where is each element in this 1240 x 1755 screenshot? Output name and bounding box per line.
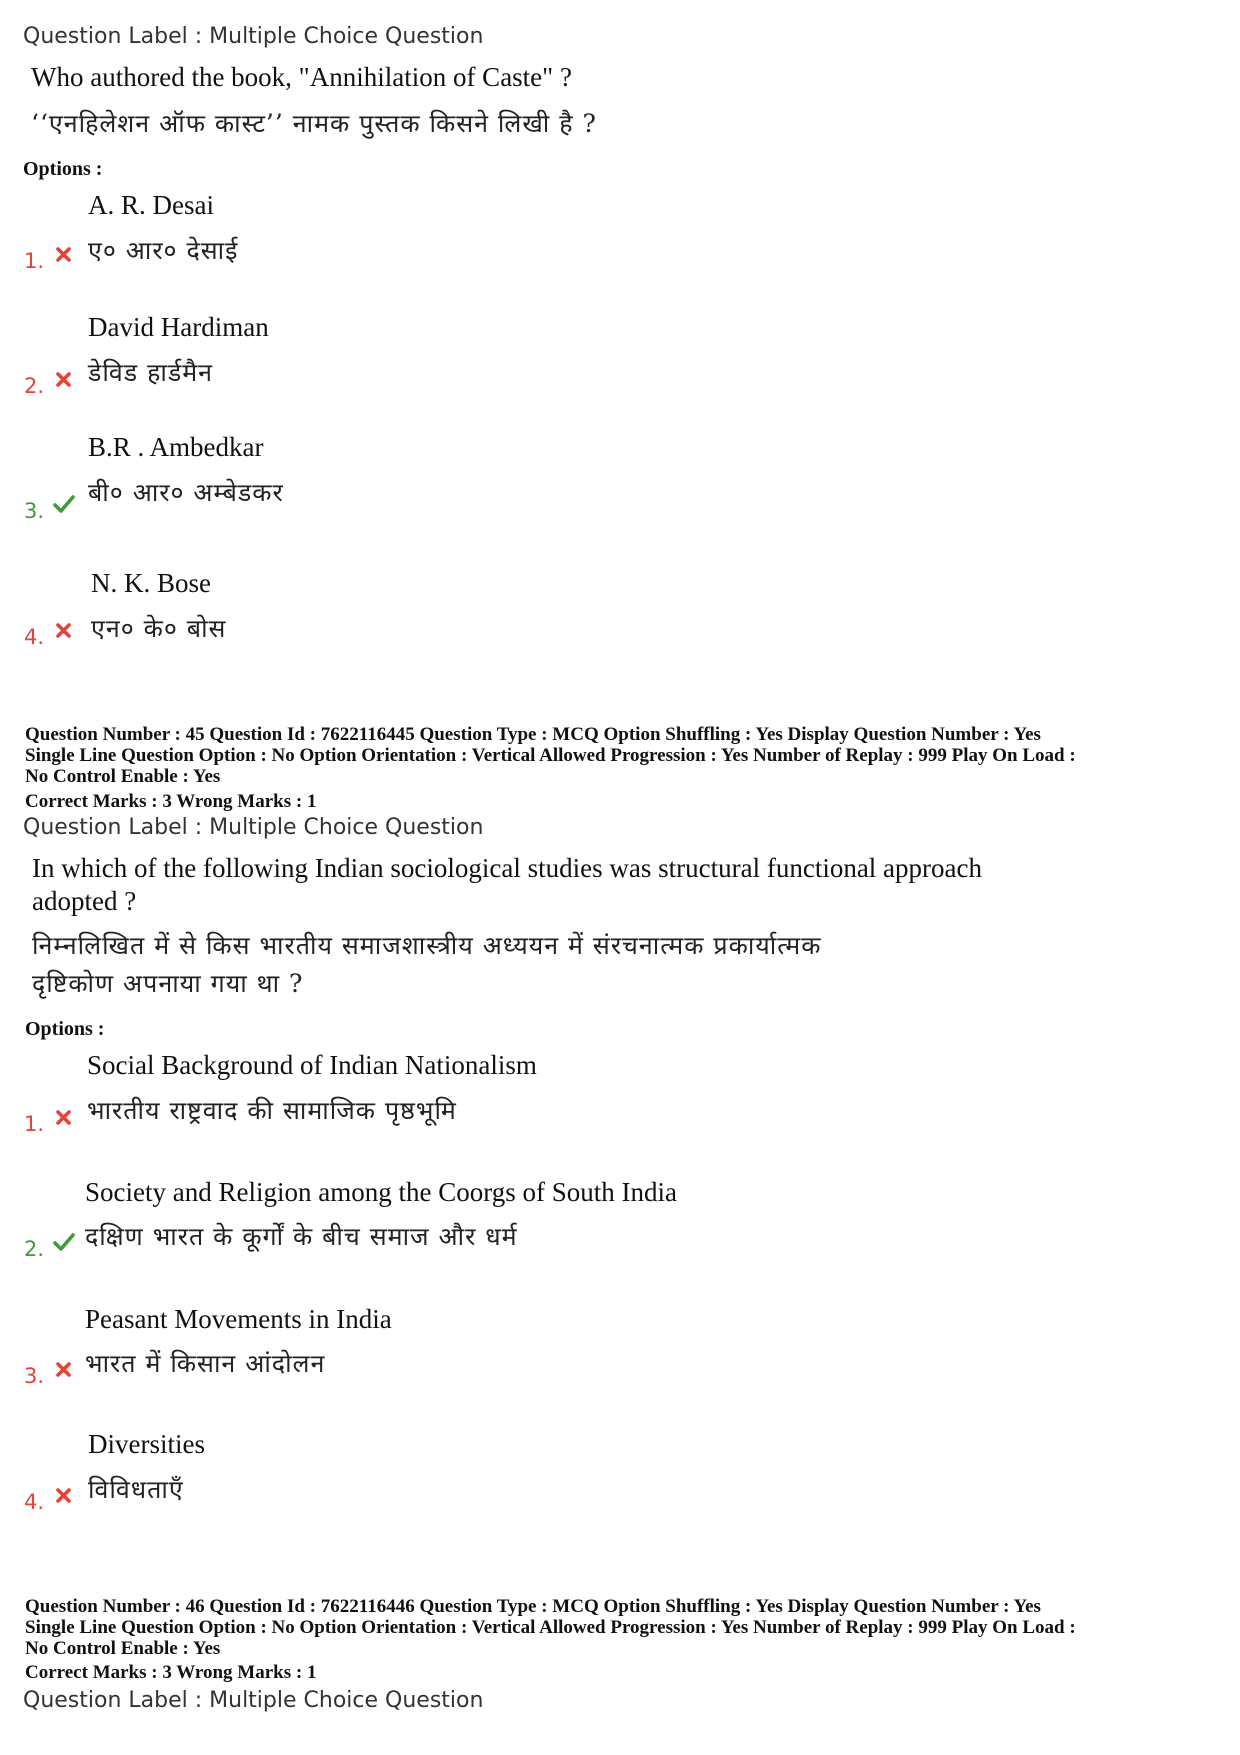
option-3-number: 3. — [24, 499, 45, 523]
option-3-hindi: बी० आर० अम्बेडकर — [88, 478, 284, 507]
check-mark-icon — [53, 495, 75, 513]
option-4-hindi: विविधताएँ — [88, 1475, 184, 1504]
question-text-english: In which of the following Indian sociological studies was structural functional approach — [32, 853, 982, 883]
option-4-number: 4. — [24, 625, 45, 649]
option-2-number: 2. — [24, 1237, 45, 1261]
option-2-hindi: दक्षिण भारत के कूर्गों के बीच समाज और धर्म — [85, 1222, 518, 1251]
cross-mark-icon — [56, 247, 71, 262]
option-1-hindi: भारतीय राष्ट्रवाद की सामाजिक पृष्ठभूमि — [87, 1096, 457, 1125]
option-1-hindi: ए० आर० देसाई — [88, 236, 239, 265]
cross-mark-icon — [56, 1362, 71, 1377]
option-1-number: 1. — [24, 249, 45, 273]
question-text-english: Who authored the book, "Annihilation of Caste" ? — [31, 62, 572, 92]
option-3-english: Peasant Movements in India — [85, 1304, 392, 1334]
cross-mark-icon — [56, 623, 71, 638]
question-text-english: adopted ? — [32, 886, 137, 916]
option-2-english: David Hardiman — [88, 312, 269, 342]
question-text-hindi: ‘‘एनहिलेशन ऑफ कास्ट’’ नामक पुस्तक किसने लिखी है ? — [31, 109, 597, 138]
option-1-english: Social Background of Indian Nationalism — [87, 1050, 537, 1080]
marks-info: Correct Marks : 3 Wrong Marks : 1 — [25, 791, 317, 812]
metadata-line: Single Line Question Option : No Option Orientation : Vertical Allowed Progression : Yes Number of Replay : 999 Play On Load : — [25, 745, 1076, 766]
option-1-number: 1. — [24, 1112, 45, 1136]
marks-info: Correct Marks : 3 Wrong Marks : 1 — [25, 1662, 317, 1683]
question-label: Question Label : Multiple Choice Question — [23, 815, 484, 840]
options-heading: Options : — [25, 1018, 105, 1040]
option-3-hindi: भारत में किसान आंदोलन — [85, 1349, 326, 1378]
option-3-english: B.R . Ambedkar — [88, 432, 264, 462]
metadata-line: No Control Enable : Yes — [25, 1638, 221, 1659]
metadata-line: Question Number : 45 Question Id : 7622116445 Question Type : MCQ Option Shuffling : Yes Display Question Number : Yes — [25, 724, 1041, 745]
option-4-english: N. K. Bose — [91, 568, 211, 598]
question-text-hindi: दृष्टिकोण अपनाया गया था ? — [32, 969, 304, 998]
option-4-english: Diversities — [88, 1429, 205, 1459]
question-metadata — [25, 724, 1230, 787]
option-2-number: 2. — [24, 374, 45, 398]
option-2-hindi: डेविड हार्डमैन — [88, 358, 214, 387]
option-4-number: 4. — [24, 1490, 45, 1514]
cross-mark-icon — [56, 1110, 71, 1125]
option-3-number: 3. — [24, 1364, 45, 1388]
cross-mark-icon — [56, 372, 71, 387]
option-1-english: A. R. Desai — [88, 190, 214, 220]
check-mark-icon — [53, 1233, 75, 1251]
cross-mark-icon — [56, 1488, 71, 1503]
question-text-hindi: निम्नलिखित में से किस भारतीय समाजशास्त्रीय अध्ययन में संरचनात्मक प्रकार्यात्मक — [32, 931, 822, 960]
question-metadata — [25, 1596, 1230, 1659]
metadata-line: Single Line Question Option : No Option Orientation : Vertical Allowed Progression : Yes Number of Replay : 999 Play On Load : — [25, 1617, 1076, 1638]
option-2-english: Society and Religion among the Coorgs of South India — [85, 1177, 677, 1207]
metadata-line: Question Number : 46 Question Id : 7622116446 Question Type : MCQ Option Shuffling : Yes Display Question Number : Yes — [25, 1596, 1041, 1617]
metadata-line: No Control Enable : Yes — [25, 766, 221, 787]
options-heading: Options : — [23, 158, 103, 180]
question-label: Question Label : Multiple Choice Question — [23, 1688, 484, 1713]
option-4-hindi: एन० के० बोस — [91, 614, 227, 643]
question-label: Question Label : Multiple Choice Question — [23, 24, 484, 49]
